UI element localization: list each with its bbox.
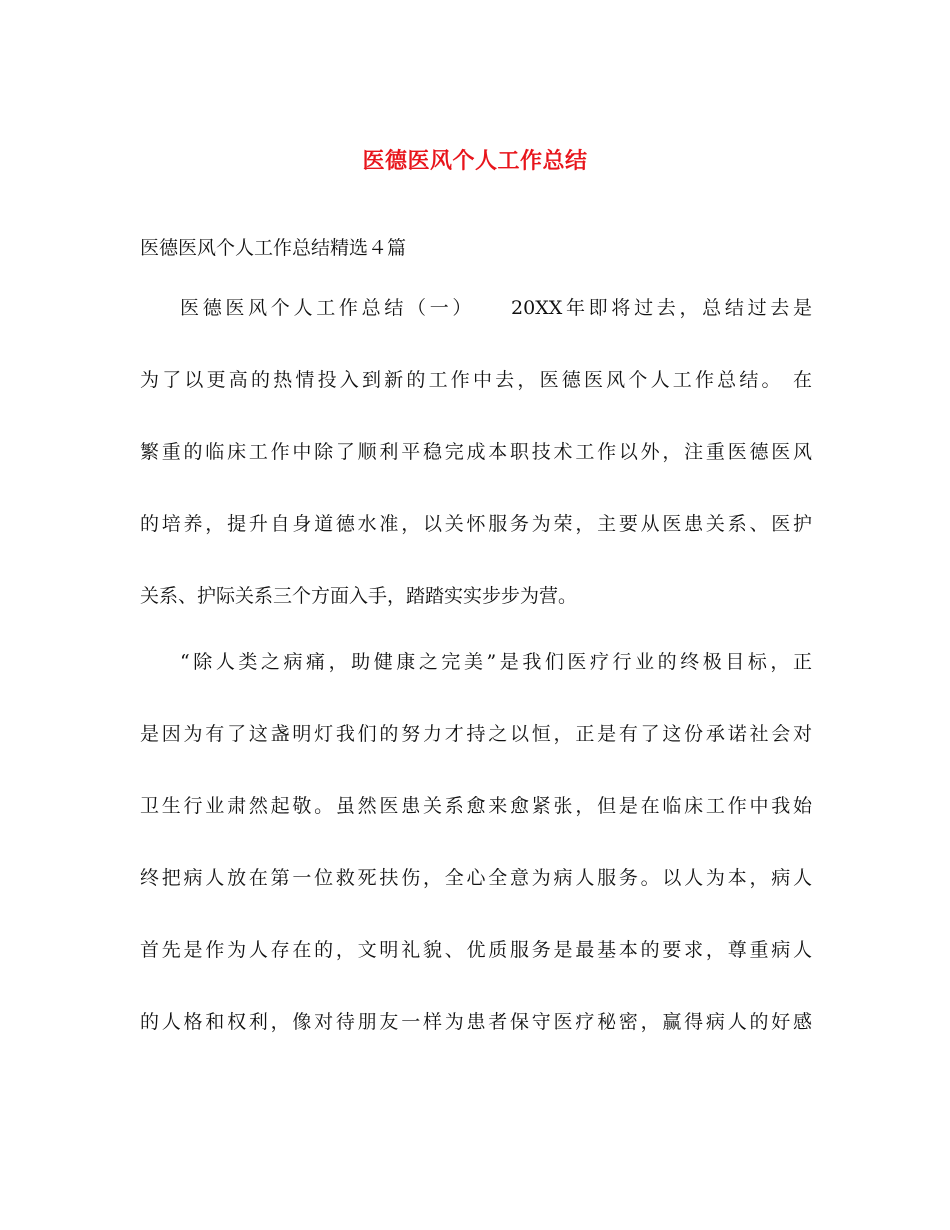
paragraph-line: 的人格和权利，像对待朋友一样为患者保守医疗秘密，赢得病人的好感 bbox=[140, 1011, 812, 1033]
document-subtitle: 医德医风个人工作总结精选４篇 bbox=[140, 237, 407, 259]
paragraph-line: 是因为有了这盏明灯我们的努力才持之以恒，正是有了这份承诺社会对 bbox=[140, 723, 812, 745]
document-title: 医德医风个人工作总结 bbox=[362, 149, 588, 174]
paragraph-line: 的培养，提升自身道德水准，以关怀服务为荣，主要从医患关系、医护 bbox=[140, 513, 812, 535]
paragraph-line: 终把病人放在第一位救死扶伤，全心全意为病人服务。以人为本，病人 bbox=[140, 867, 812, 889]
paragraph-line: “除人类之病痛，助健康之完美”是我们医疗行业的终极目标，正 bbox=[180, 651, 812, 673]
paragraph-line: 首先是作为人存在的，文明礼貌、优质服务是最基本的要求，尊重病人 bbox=[140, 939, 812, 961]
paragraph-line: 关系、护际关系三个方面入手，踏踏实实步步为营。 bbox=[140, 585, 578, 607]
paragraph-line: 卫生行业肃然起敬。虽然医患关系愈来愈紧张，但是在临床工作中我始 bbox=[140, 795, 812, 817]
paragraph-line: 繁重的临床工作中除了顺利平稳完成本职技术工作以外，注重医德医风 bbox=[140, 441, 812, 463]
paragraph-line: 医德医风个人工作总结（一） 20XX年即将过去，总结过去是 bbox=[180, 297, 812, 319]
paragraph-line: 为了以更高的热情投入到新的工作中去，医德医风个人工作总结。 在 bbox=[140, 369, 812, 391]
